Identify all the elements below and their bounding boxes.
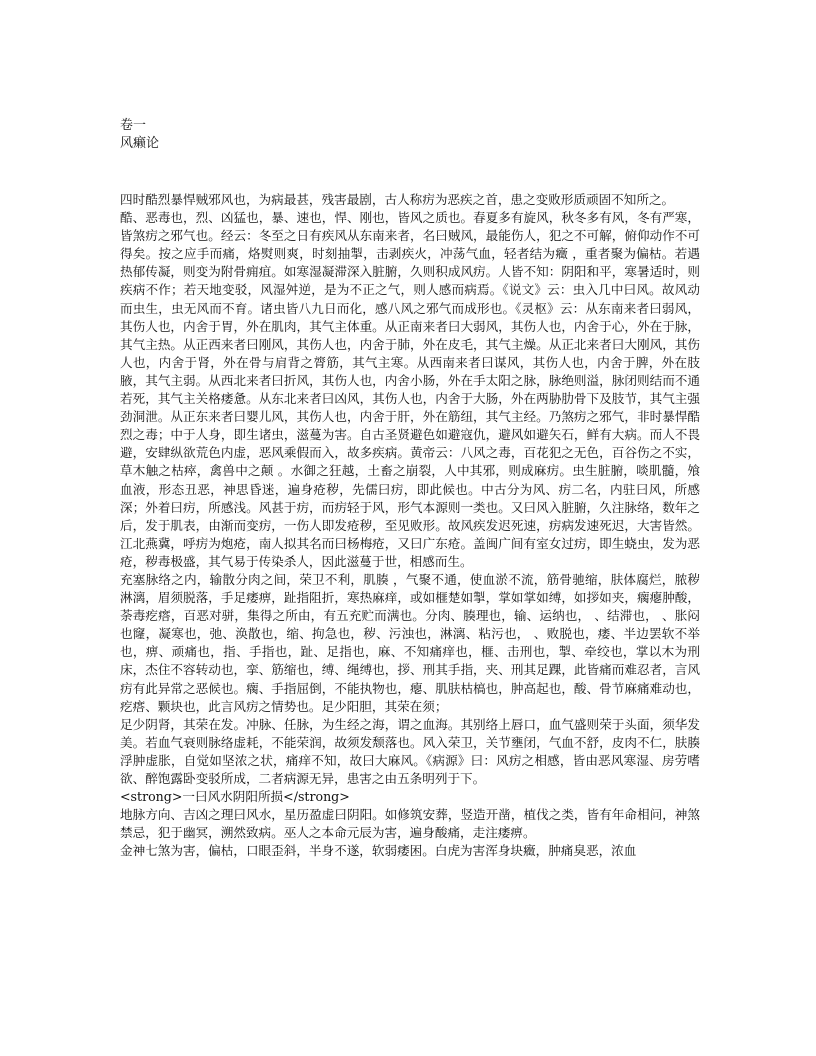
body-text (120, 191, 700, 860)
section-heading-raw: <strong>一曰风水阴阳所损</strong> (120, 789, 350, 805)
document-page (120, 117, 700, 860)
paragraph-3: 充塞脉络之内，输散分肉之间，荣卫不利，肌腠 ，气聚不通，使血淤不流，筋骨驰缩，肤体腐烂，脓秽淋漓，眉须脱落，手足痿痹，趾指阻折，寒热麻痒，或如榧楚如掣，掌如掌如缚，如拶如夹，瘸瘪肿酸，荼毒疙瘩，百恶对骈，集得之所由，有五充贮而满也。分肉、腠理也，输、运纳也， 、结滞也， 、胀闷也窿，凝寒也，弛、涣散也，缩、拘急也，秽、污浊也，淋漓、粘污也， 、败脱也，痿、半边罢软不举也，痹、顽痛也，指、手指也，趾、足指也，麻、不知痛痒也，榧、击刑也，掣、牵绞也，掌以木为刑床，杰住不容转动也，挛、筋缩也，缚、绳缚也，拶、刑其手指，夹、刑其足踝，此皆痛而难忍者，言风疠有此异常之恶候也。瘸、手指屈倒，不能执物也，瘪、肌肤枯槁也，肿高起也，酸、骨节麻痛难动也，疙瘩、颗块也，此言风疠之情势也。足少阳胆，其荣在须； (120, 571, 700, 714)
paragraph-1: 四时酷烈暴悍贼邪风也，为病最甚，残害最剧，古人称疠为恶疾之首，患之变败形质顽固不知所之。 (120, 192, 675, 207)
heading-block (120, 117, 700, 153)
paragraph-4: 足少阴肾，其荣在发。冲脉、任脉，为生经之海，谓之血海。其别络上唇口，血气盛则荣于头面，须华发美。若血气衰则脉络虚耗，不能荣润，故须发颓落也。风入荣卫，关节壅闭，气血不舒，皮肉不仁，肤腠浮肿虚胀，自觉如坚浓之状，痛痒不知，故曰大麻风。《病源》曰：风疠之相感，皆由恶风寒湿、房劳嗜欲、醉饱露卧变驳所成，二者病源无异，患害之由五条明列于下。 (120, 716, 700, 786)
paragraph-2: 酷、恶毒也，烈、凶猛也，暴、速也，悍、刚也，皆风之质也。春夏多有旋风，秋冬多有风，冬有严寒，皆煞疠之邪气也。经云：冬至之日有疾风从东南来者，名曰贼风，最能伤人，犯之不可解，俯仰动作不可得矣。按之应手而痛，烙熨则爽，时刻抽掣，击剥疾火，冲荡气血，轻者结为癥 ，重者聚为偏枯。若遇热郁传凝，则变为附骨痈疽。如寒湿凝滞深入脏腑，久则积成风疠。人皆不知：阴阳和平，寒暑适时，则疾病不作；若天地变驳，风湿舛逆，是为不正之气，则人感而病焉。《说文》云：虫入几中曰风。故风动而虫生，虫无风而不育。诸虫皆八九日而化，感八风之邪气而成形也。《灵枢》云：从东南来者曰弱风，其伤人也，内舍于胃，外在肌肉，其气主体重。从正南来者曰大弱风，其伤人也，内舍于心，外在于脉，其气主热。从正西来者曰刚风，其伤人也，内舍于肺，外在皮毛，其气主燥。从正北来者曰大刚风，其伤人也，内舍于肾，外在骨与肩背之膂筋，其气主寒。从西南来者曰谋风，其伤人也，内舍于脾，外在肢腋，其气主弱。从西北来者曰折风，其伤人也，内舍小肠，外在手太阳之脉，脉绝则溢，脉闭则结而不通若死，其气主关格痿惫。从东北来者曰凶风，其伤人也，内舍于大肠，外在两胁肋骨下及肢节，其气主强劲洞泄。从正东来者曰婴儿风，其伤人也，内舍于肝，外在筋纽，其气主经。乃煞疠之邪气，非时暴悍酷烈之毒；中于人身，即生诸虫，滋蔓为害。自古圣贤避色如避寇仇，避风如避矢石，鲜有大病。而人不畏避，安肆纵欲荒色内虚，恶风乘假而入，故多疾病。黄帝云：八风之毒，百花犯之无色，百谷伤之不实，草木触之枯瘁，禽兽中之颠 。水御之狂越，土畜之崩裂，人中其邪，则成麻疠。虫生脏腑，啖肌髓，飧血液，形态丑恶，神思昏迷，遍身疮秽，先儒曰疠，即此候也。中古分为风、疠二名，内驻曰风，所感深；外着曰疠，所感浅。风甚于疠，而疠轻于风，形气本源则一类也。又曰风入脏腑，久注脉络，数年之后，发于肌表，由渐而变疠，一伤人即发疮秽，至见败形。故风疾发迟死速，疠病发速死迟，大害皆然。江北燕冀，呼疠为炮疮，南人拟其名而曰杨梅疮，又曰广东疮。盖闽广间有室女过疠，即生蛲虫，发为恶疮，秽毒极盛，其气易于传染杀人，因此滋蔓于世，相感而生。 (120, 210, 700, 569)
paragraph-5: 地脉方向、吉凶之理曰风水，星历盈虚曰阴阳。如修筑安葬，竖造开凿，植伐之类，皆有年命相问，神煞禁忌，犯于幽冥，溯然致病。巫人之本命元辰为害，遍身酸痛，走注痿痹。 (120, 807, 700, 841)
chapter-title: 风癞论 (120, 136, 160, 151)
paragraph-6: 金神七煞为害，偏枯，口眼歪斜，半身不遂，软弱痿困。白虎为害浑身块癥，肿痛臭恶，浓血 (120, 843, 637, 859)
volume-title: 卷一 (120, 118, 147, 133)
